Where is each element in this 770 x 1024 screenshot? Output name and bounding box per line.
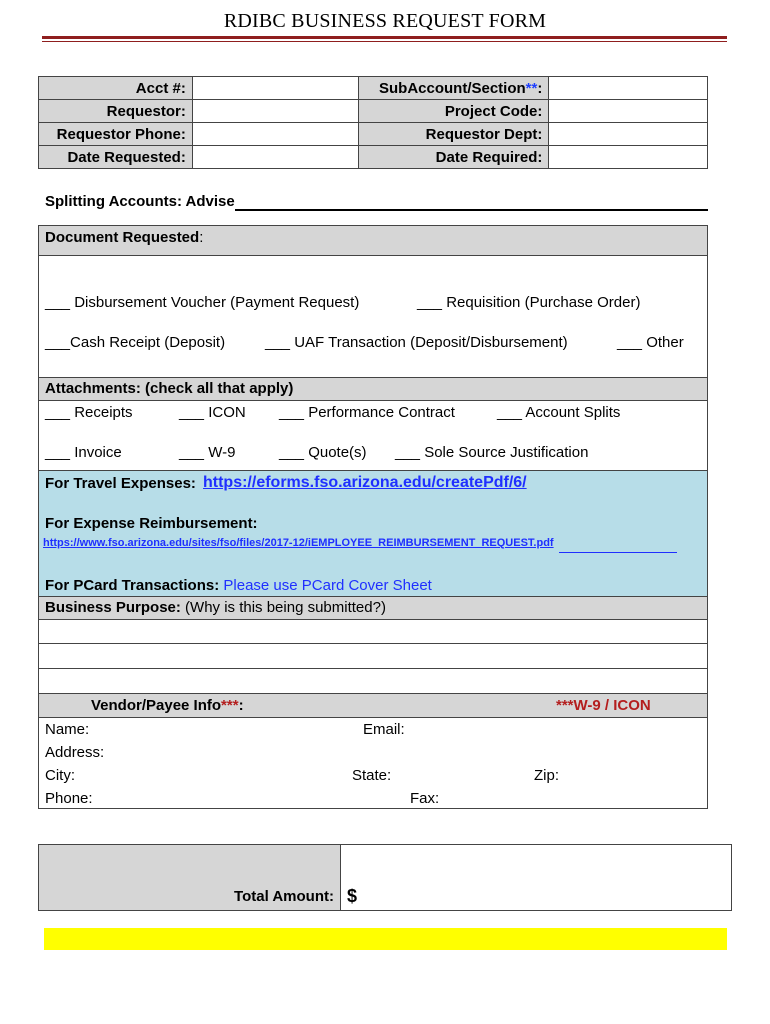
requestor-label: Requestor: xyxy=(39,100,193,123)
pcard-label: For PCard Transactions: Please use PCard Cover Sheet xyxy=(45,577,432,594)
travel-link[interactable]: https://eforms.fso.arizona.edu/createPdf/6/ xyxy=(203,474,527,491)
expense-info-box xyxy=(38,470,708,597)
subaccount-label: SubAccount/Section**: xyxy=(359,77,549,100)
subaccount-field[interactable] xyxy=(549,77,708,100)
acct-label: Acct #: xyxy=(39,77,193,100)
reimbursement-label: For Expense Reimbursement: xyxy=(45,515,258,532)
option-cash-receipt[interactable]: ___Cash Receipt (Deposit) xyxy=(45,334,226,351)
option-requisition[interactable]: ___ Requisition (Purchase Order) xyxy=(417,294,641,311)
attachment-sole-source[interactable]: ___ Sole Source Justification xyxy=(395,444,589,461)
title-rule xyxy=(42,36,727,39)
header-fields-table xyxy=(38,76,708,169)
attachment-account-splits[interactable]: ___ Account Splits xyxy=(497,404,621,421)
document-options-box xyxy=(38,255,708,378)
business-purpose-line-2[interactable] xyxy=(38,643,708,669)
attachment-icon[interactable]: ___ ICON xyxy=(179,404,246,421)
total-amount-field[interactable] xyxy=(340,844,732,911)
document-requested-label: Document Requested: xyxy=(45,229,204,246)
acct-field[interactable] xyxy=(192,77,359,100)
date-required-field[interactable] xyxy=(549,146,708,169)
reimbursement-link-underline xyxy=(559,552,677,553)
date-requested-field[interactable] xyxy=(192,146,359,169)
project-code-field[interactable] xyxy=(549,100,708,123)
vendor-fax-label: Fax: xyxy=(410,790,440,807)
vendor-label: Vendor/Payee Info***: xyxy=(91,697,244,714)
vendor-city-label: City: xyxy=(45,767,75,784)
total-amount-label-cell xyxy=(38,844,341,911)
vendor-email-label: Email: xyxy=(363,721,405,738)
subaccount-stars: ** xyxy=(525,79,538,97)
attachment-performance-contract[interactable]: ___ Performance Contract xyxy=(279,404,455,421)
vendor-phone-label: Phone: xyxy=(45,790,93,807)
business-purpose-line-3[interactable] xyxy=(38,668,708,694)
attachment-quotes[interactable]: ___ Quote(s) xyxy=(279,444,367,461)
splitting-accounts-label: Splitting Accounts: Advise xyxy=(45,193,235,210)
requestor-phone-field[interactable] xyxy=(192,123,359,146)
requestor-phone-label: Requestor Phone: xyxy=(39,123,193,146)
date-requested-label: Date Requested: xyxy=(39,146,193,169)
reimbursement-link[interactable]: https://www.fso.arizona.edu/sites/fso/files/2017-12/iEMPLOYEE_REIMBURSEMENT_REQUEST.pdf xyxy=(43,537,554,549)
requestor-dept-label: Requestor Dept: xyxy=(359,123,549,146)
vendor-zip-label: Zip: xyxy=(534,767,560,784)
attachment-receipts[interactable]: ___ Receipts xyxy=(45,404,133,421)
attachment-w9[interactable]: ___ W-9 xyxy=(179,444,236,461)
business-purpose-header xyxy=(38,596,708,620)
travel-label: For Travel Expenses: xyxy=(45,475,196,492)
vendor-info-box xyxy=(38,717,708,809)
page-title: RDIBC BUSINESS REQUEST FORM xyxy=(223,10,547,32)
pcard-cover-sheet-text[interactable]: Please use PCard Cover Sheet xyxy=(223,577,432,594)
option-uaf-transaction[interactable]: ___ UAF Transaction (Deposit/Disbursement) xyxy=(265,334,568,351)
attachment-invoice[interactable]: ___ Invoice xyxy=(45,444,122,461)
vendor-w9-note: ***W-9 / ICON xyxy=(556,697,651,714)
total-amount-label: Total Amount: xyxy=(234,888,334,905)
option-other[interactable]: ___ Other xyxy=(617,334,684,351)
title-rule-thin xyxy=(42,41,727,42)
vendor-header xyxy=(38,693,708,718)
splitting-accounts-line[interactable] xyxy=(235,209,708,211)
vendor-address-label: Address: xyxy=(45,744,105,761)
attachments-header xyxy=(38,377,708,401)
vendor-name-label: Name: xyxy=(45,721,90,738)
requestor-field[interactable] xyxy=(192,100,359,123)
highlight-bar xyxy=(44,928,727,950)
business-purpose-line-1[interactable] xyxy=(38,619,708,644)
project-code-label: Project Code: xyxy=(359,100,549,123)
requestor-dept-field[interactable] xyxy=(549,123,708,146)
option-disbursement-voucher[interactable]: ___ Disbursement Voucher (Payment Request) xyxy=(45,294,360,311)
attachments-label: Attachments: (check all that apply) xyxy=(45,380,294,397)
vendor-state-label: State: xyxy=(352,767,392,784)
currency-symbol: $ xyxy=(347,886,358,906)
date-required-label: Date Required: xyxy=(359,146,549,169)
document-requested-header xyxy=(38,225,708,256)
attachments-options-box xyxy=(38,400,708,471)
business-purpose-label: Business Purpose: (Why is this being submitted?) xyxy=(45,599,386,616)
